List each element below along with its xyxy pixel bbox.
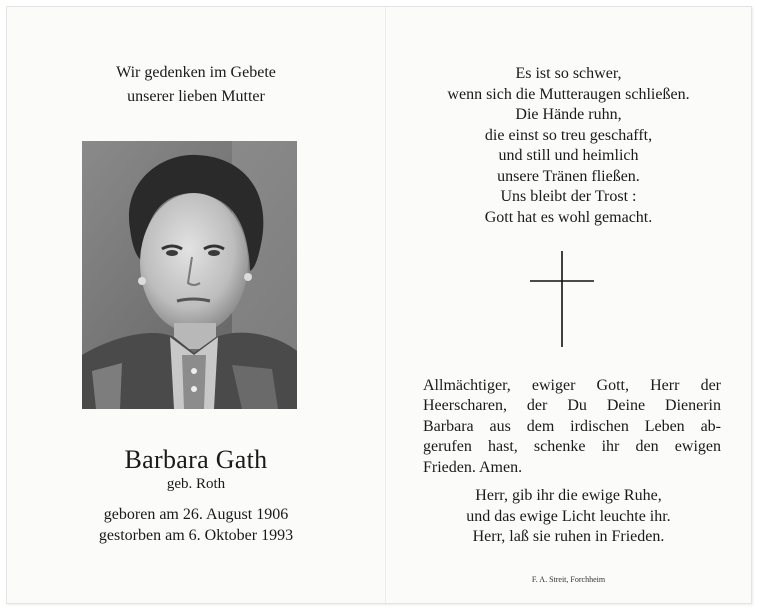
cross-icon — [530, 251, 594, 347]
closing-line: und das ewige Licht leuchte ihr. — [466, 507, 671, 525]
prayer-text — [423, 376, 721, 478]
prayer-line: Allmächtiger, ewiger Gott, Herr der — [423, 377, 721, 394]
poem-line: und still und heimlich — [498, 147, 639, 164]
poem-line: Es ist so schwer, — [515, 65, 622, 82]
right-panel — [386, 7, 751, 603]
intro-line-1: Wir gedenken im Gebete — [116, 64, 276, 81]
prayer-line: Barbara aus dem irdischen Leben ab- — [423, 417, 721, 435]
closing-prayer — [386, 486, 751, 548]
poem — [386, 64, 751, 228]
life-dates — [7, 504, 385, 546]
poem-line: Die Hände ruhn, — [515, 106, 622, 123]
left-panel — [7, 7, 385, 603]
poem-line: die einst so treu geschafft, — [484, 126, 653, 144]
intro-text — [7, 61, 385, 109]
poem-line: unsere Tränen fließen. — [497, 167, 640, 185]
deceased-name: Barbara Gath — [124, 445, 268, 474]
poem-line: Uns bleibt der Trost : — [500, 188, 637, 205]
memorial-card — [6, 6, 752, 604]
birth-date: geboren am 26. August 1906 — [103, 506, 289, 523]
printer-credit: F. A. Streit, Forchheim — [531, 575, 606, 584]
poem-line: wenn sich die Mutteraugen schließen. — [447, 85, 690, 103]
prayer-line: Heerscharen, der Du Deine Dienerin — [423, 397, 721, 415]
intro-line-2: unserer lieben Mutter — [127, 88, 265, 105]
maiden-name: geb. Roth — [166, 476, 226, 492]
portrait-photo — [82, 141, 297, 409]
prayer-line: gerufen hast, schenke ihr den ewigen — [423, 438, 721, 456]
death-date: gestorben am 6. Oktober 1993 — [98, 527, 294, 544]
prayer-line: Frieden. Amen. — [423, 458, 523, 476]
poem-line: Gott hat es wohl gemacht. — [484, 208, 653, 226]
closing-line: Herr, laß sie ruhen in Frieden. — [472, 528, 665, 545]
closing-line: Herr, gib ihr die ewige Ruhe, — [475, 487, 662, 504]
